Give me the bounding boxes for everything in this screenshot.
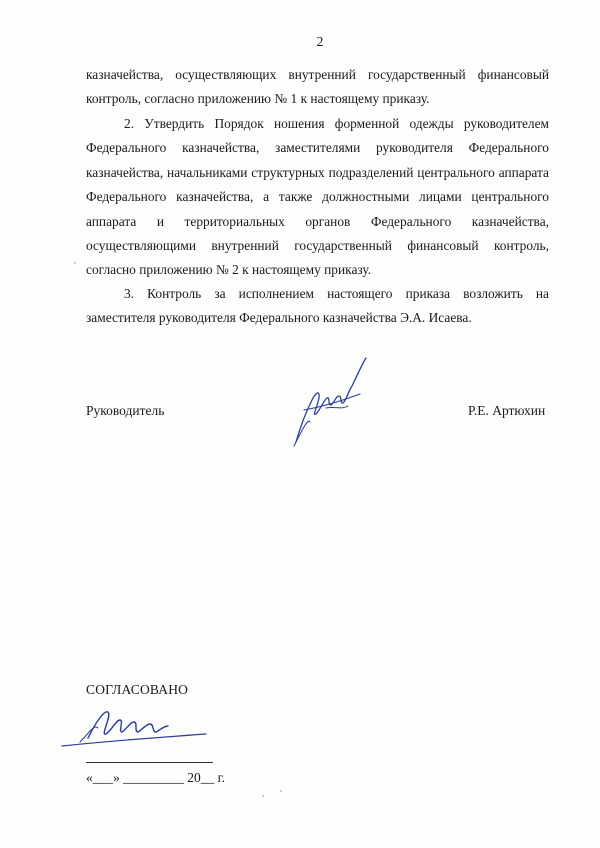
paragraph-continuation: казначейства, осуществляющих внутренний государственный финансовый контроль, согласно приложению № 1 к настоящему приказу. [86,67,549,107]
page-number: 2 [316,34,324,49]
scan-speck [74,262,76,264]
approval-date-template: «___» _________ 20__ г. [86,770,226,785]
paragraph-item-2: 2. Утвердить Порядок ношения форменной одежды руководителем Федерального казначейства, заместителями руководителя Федерального казначейства, начальниками структурных подразделений центрального аппарата Федерального казначейства, а также должностными лицами центрального аппарата и территориальных органов Федерального казначейства, осуществляющими внутренний государственный финансовый контроль, согласно приложению № 2 к настоящему приказу. [86,116,549,278]
scan-speck [280,790,282,792]
handwritten-signature-head [286,350,376,450]
signer-name: Р.Е. Артюхин [468,403,546,418]
paragraph-item-3: 3. Контроль за исполнением настоящего приказа возложить на заместителя руководителя Федерального казначейства Э.А. Исаева. [86,286,549,326]
approval-label: СОГЛАСОВАНО [86,682,189,697]
scan-speck [262,795,264,797]
signature-blank-line [86,762,213,763]
handwritten-signature-approver [60,702,210,754]
signer-position: Руководитель [86,403,165,418]
